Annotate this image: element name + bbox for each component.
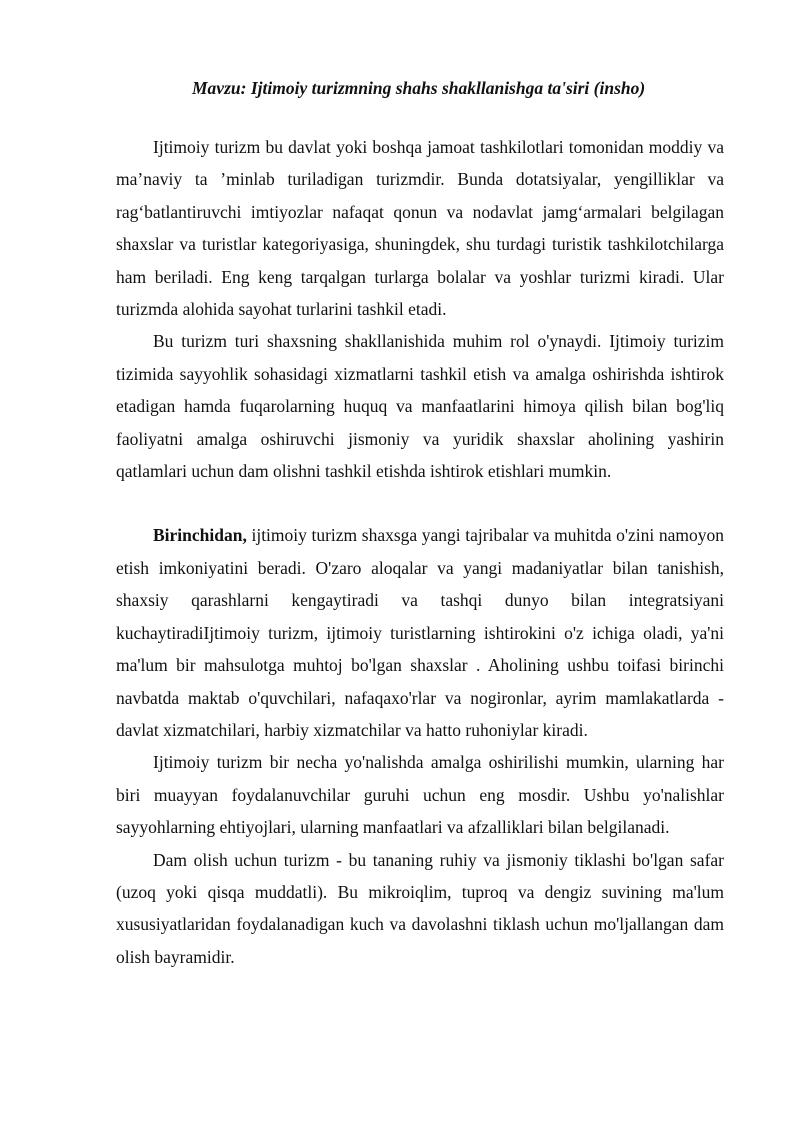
paragraph-3-lead: Birinchidan, bbox=[153, 525, 247, 546]
paragraph-1 bbox=[116, 131, 724, 325]
paragraph-spacer bbox=[116, 487, 724, 519]
paragraph-4-text: Ijtimoiy turizm bir necha yo'nalishda amalga oshirilishi mumkin, ularning har biri muayyan foydalanuvchilar guruhi uchun eng mosdir. Ushbu yo'nalishlar sayyohlarning ehtiyojlari, ularning manfaatlari va afzalliklari bilan belgilanadi. bbox=[116, 752, 724, 838]
paragraph-4 bbox=[116, 746, 724, 843]
paragraph-2-text: Bu turizm turi shaxsning shakllanishida muhim rol o'ynaydi. Ijtimoiy turizim tizimida sayyohlik sohasidagi xizmatlarni tashkil etish va amalga oshirishda ishtirok etadigan hamda fuqarolarning huquq va manfaatlarini himoya qilish bilan bog'liq faoliyatni amalga oshiruvchi jismoniy va yuridik shaxslar aholining yashirin qatlamlari uchun dam olishni tashkil etishda ishtirok etishlari mumkin. bbox=[116, 331, 724, 482]
paragraph-2 bbox=[116, 325, 724, 487]
document-page bbox=[116, 72, 724, 973]
paragraph-5-text: Dam olish uchun turizm - bu tananing ruhiy va jismoniy tiklashi bo'lgan safar (uzoq yoki qisqa muddatli). Bu mikroiqlim, tuproq va dengiz suvining ma'lum xususiyatlaridan foydalanadigan kuch va davolashni tiklash uchun mo'ljallangan dam olish bayramidir. bbox=[116, 849, 724, 967]
paragraph-3 bbox=[116, 519, 724, 746]
document-title: Mavzu: Ijtimoiy turizmning shahs shakllanishga ta'siri (insho) bbox=[192, 78, 646, 98]
paragraph-1-text: Ijtimoiy turizm bu davlat yoki boshqa jamoat tashkilotlari tomonidan moddiy va ma’naviy ta ’minlab turiladigan turizmdir. Bunda dotatsiyalar, yengilliklar va rag‘batlantiruvchi imtiyozlar nafaqat qonun va nodavlat jamg‘armalari belgilagan shaxslar va turistlar kategoriyasiga, shuningdek, shu turdagi turistik tashkilotchilarga ham beriladi. Eng keng tarqalgan turlarga bolalar va yoshlar turizmi kiradi. Ular turizmda alohida sayohat turlarini tashkil etadi. bbox=[116, 137, 724, 320]
paragraph-5 bbox=[116, 844, 724, 974]
paragraph-3-text: ijtimoiy turizm shaxsga yangi tajribalar va muhitda o'zini namoyon etish imkoniyatini beradi. O'zaro aloqalar va yangi madaniyatlar bilan tanishish, shaxsiy qarashlarni kengaytiradi va tashqi dunyo bilan integratsiyani kuchaytiradiIjtimoiy turizm, ijtimoiy turistlarning ishtirokini o'z ichiga oladi, ya'ni ma'lum bir mahsulotga muhtoj bo'lgan shaxslar . Aholining ushbu toifasi birinchi navbatda maktab o'quvchilari, nafaqaxo'rlar va nogironlar, ayrim mamlakatlarda - davlat xizmatchilari, harbiy xizmatchilar va hatto ruhoniylar kiradi. bbox=[116, 525, 724, 740]
